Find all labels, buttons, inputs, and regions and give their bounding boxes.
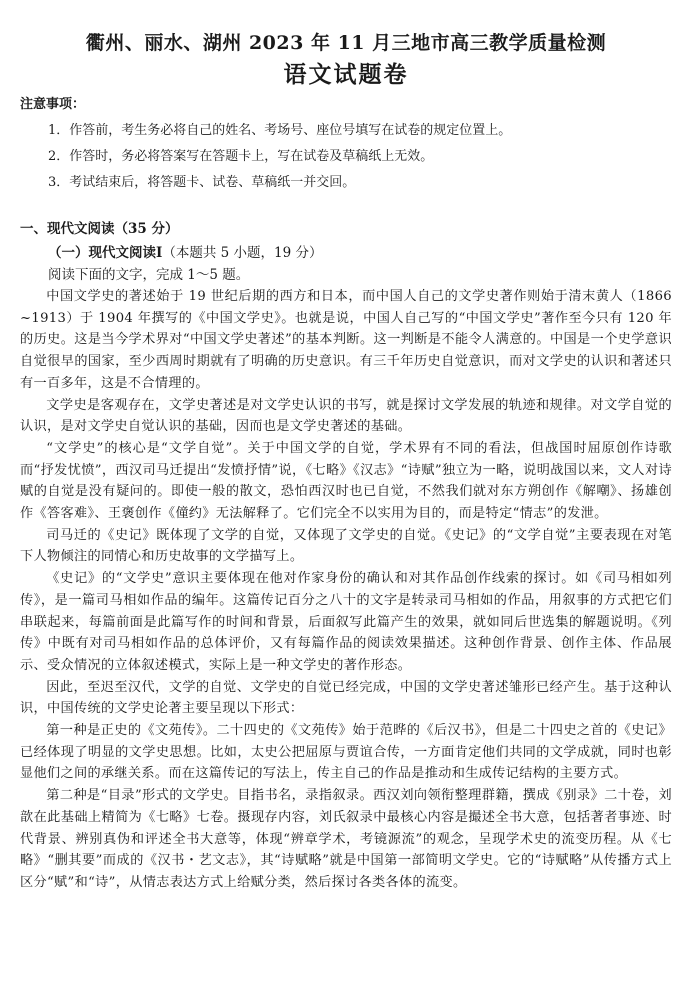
sub-section-note: （本题共 5 小题，19 分） (162, 245, 323, 261)
paper-title: 语文试题卷 (283, 61, 409, 88)
notice-item: 3．考试结束后，将答题卡、试卷、草稿纸一并交回。 (48, 175, 356, 190)
sub-section-title: （一）现代文阅读Ⅰ (48, 245, 163, 261)
passage-paragraph: 《史记》的“文学史”意识主要体现在他对作家身份的确认和对其作品创作线索的探讨。如《司马相如列传》，是一篇司马相如作品的编年。这篇传记百分之八十的文字是转录司马相如的作品，用叙事的方式把它们串联起来，每篇前面是此篇写作的时间和背景，后面叙写此篇产生的效果，就如同后世选集的解题说明。《列传》中既有对司马相如作品的总体评价，又有每篇作品的阅读效果描述。这种创作背景、创作主体、作品展示、受众情况的立体叙述模式，实际上是一种文学史的著作形态。 (20, 571, 672, 673)
passage-paragraph: 司马迁的《史记》既体现了文学的自觉，又体现了文学史的自觉。《史记》的“文学自觉”主要表现在对笔下人物倾注的同情心和历史故事的文学描写上。 (20, 527, 672, 565)
notice-list (48, 118, 672, 196)
passage-paragraph: 因此，至迟至汉代，文学的自觉、文学史的自觉已经完成，中国的文学史著述雏形已经产生。基于这种认识，中国传统的文学史论著主要呈现以下形式： (20, 679, 672, 717)
passage-paragraph: 文学史是客观存在，文学史著述是对文学史认识的书写，就是探讨文学发展的轨迹和规律。对文学自觉的认识，是对文学史自觉认识的基础，因而也是文学史著述的基础。 (20, 397, 672, 435)
notice-item: 1．作答前，考生务必将自己的姓名、考场号、座位号填写在试卷的规定位置上。 (48, 123, 512, 138)
passage-paragraph: “文学史”的核心是“文学自觉”。关于中国文学的自觉，学术界有不同的看法，但战国时屈原创作诗歌而“抒发忧愤”，西汉司马迁提出“发愤抒情”说，《七略》《汉志》“诗赋”独立为一略，说明战国以来，文人对诗赋的自觉是没有疑问的。即使一般的散文，恐怕西汉时也已自觉，不然我们就对东方朔创作《解嘲》、扬雄创作《答客难》、王褒创作《僮约》无法解释了。它们完全不以实用为目的，而是特定“情志”的发泄。 (20, 440, 672, 522)
exam-title: 衢州、丽水、湖州 2023 年 11 月三地市高三教学质量检测 (85, 32, 607, 54)
reading-instruction: 阅读下面的文字，完成 1～5 题。 (48, 267, 250, 283)
passage-paragraph: 第二种是“目录”形式的文学史。目指书名，录指叙录。西汉刘向领衔整理群籍，撰成《别录》二十卷，刘歆在此基础上精简为《七略》七卷。摄现存内容，刘氏叙录中最核心内容是撮述全书大意，包括著者事迹、时代背景、辨别真伪和评述全书大意等，体现“辨章学术，考镜源流”的观念，呈现学术史的流变历程。从《七略》“删其要”而成的《汉书・艺文志》，其“诗赋略”就是中国第一部简明文学史。它的“诗赋略”从传播方式上区分“赋”和“诗”，从情志表达方式上给赋分类，然后探讨各类各体的流变。 (20, 788, 672, 890)
notice-item: 2．作答时，务必将答案写在答题卡上，写在试卷及草稿纸上无效。 (48, 149, 434, 164)
sub-section-heading (48, 242, 672, 264)
section-heading: 一、现代文阅读（35 分） (20, 221, 179, 237)
passage-paragraph: 第一种是正史的《文苑传》。二十四史的《文苑传》始于范晔的《后汉书》，但是二十四史之首的《史记》已经体现了明显的文学史思想。比如，太史公把屈原与贾谊合传，一方面肯定他们共同的文学成就，同时也彰显他们之间的承继关系。而在这篇传记的写法上，传主自己的作品是推动和生成传记结构的主要方式。 (20, 723, 672, 782)
reading-passage (20, 286, 672, 894)
passage-paragraph: 中国文学史的著述始于 19 世纪后期的西方和日本，而中国人自己的文学史著作则始于清末黄人（1866~1913）于 1904 年撰写的《中国文学史》。也就是说，中国人自己写的“中国文学史”著作至今只有 120 年的历史。这是当今学术界对“中国文学史著述”的基本判断。这一判断是不能令人满意的。中国是一个史学意识自觉很早的国家，至少西周时期就有了明确的历史意识。有三千年历史自觉意识，而对文学史的认识和著述只有一百多年，这是不合情理的。 (20, 289, 672, 391)
notice-heading: 注意事项： (20, 97, 86, 112)
